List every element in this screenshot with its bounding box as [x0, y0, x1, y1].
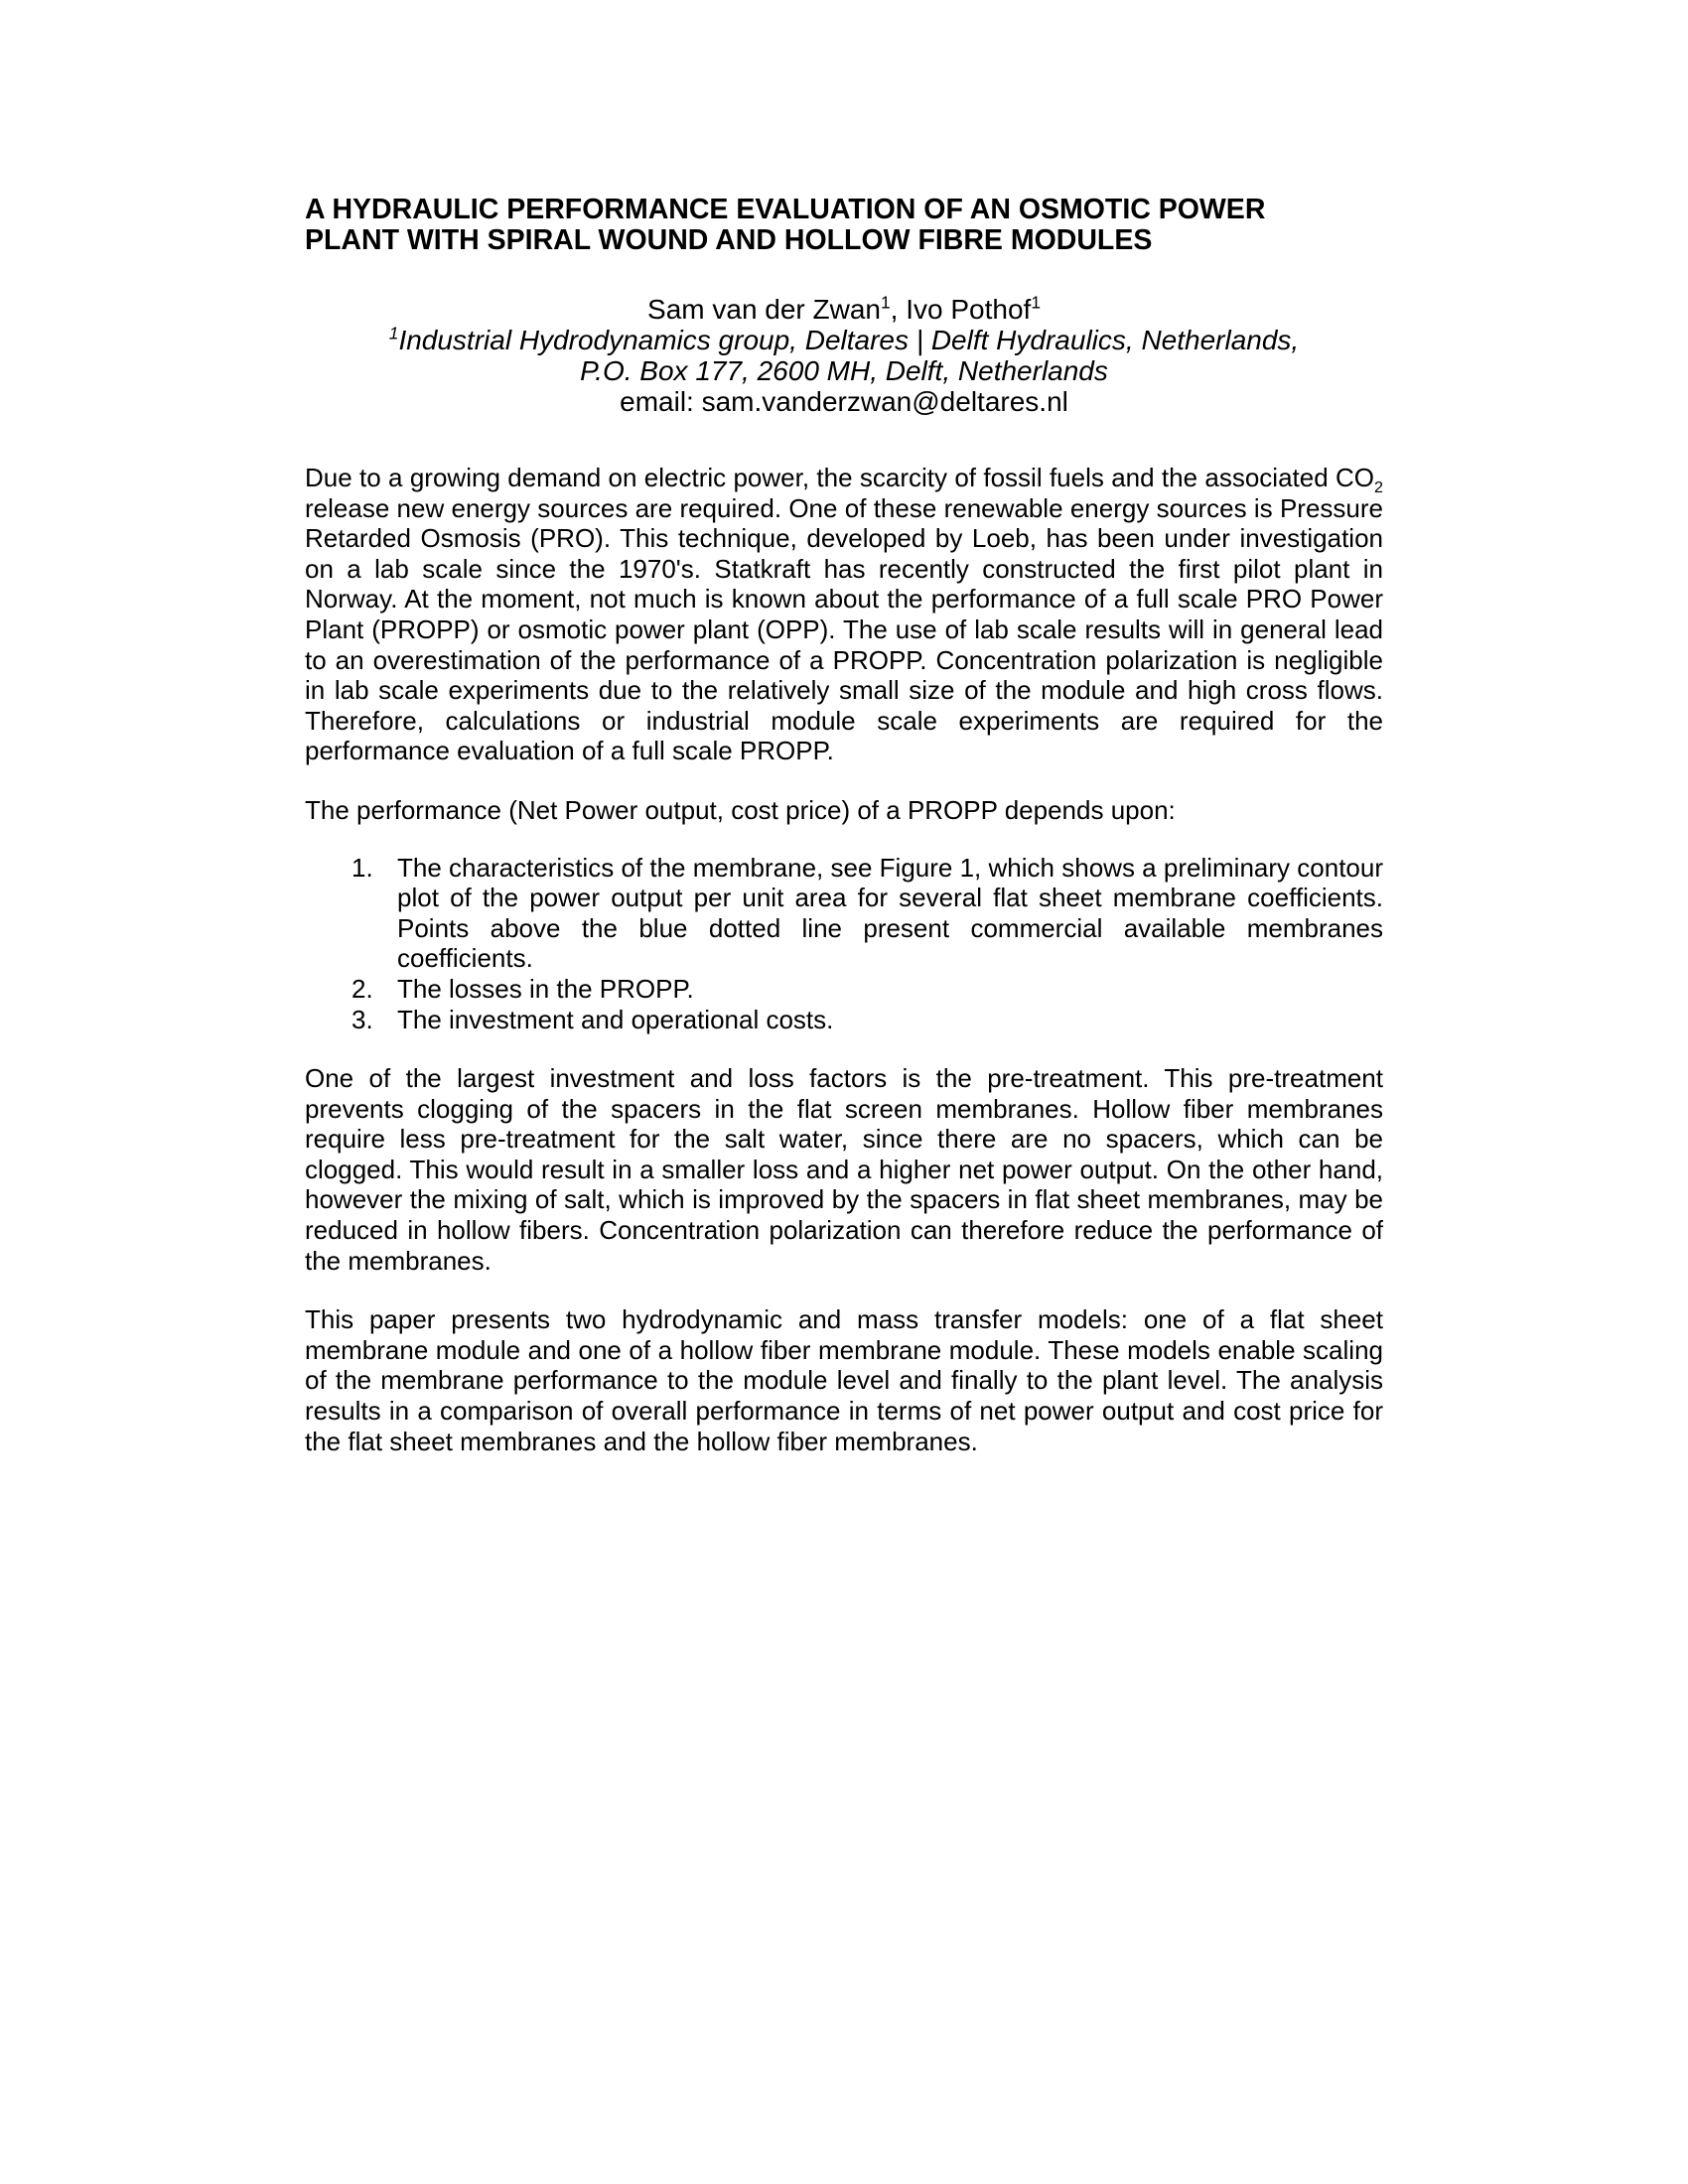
author-2-superscript: 1 — [1031, 292, 1041, 313]
paragraph-1-text-after-subscript: release new energy sources are required. One of these renewable energy sources is Pressure Retarded Osmosis (PRO). This technique, developed by Loeb, has been under investigation on a lab scale since the 1970's. Statkraft has recently constructed the first pilot plant in Norway. At the moment, not much is known about the performance of a full scale PRO Power Plant (PROPP) or osmotic power plant (OPP). The use of lab scale results will in general lead to an overestimation of the performance of a PROPP. Concentration polarization is negligible in lab scale experiments due to the relatively small size of the module and high cross flows. Therefore, calculations or industrial module scale experiments are required for the performance evaluation of a full scale PROPP. — [305, 492, 1383, 766]
author-line — [305, 294, 1383, 325]
list-item-number: 2. — [352, 973, 373, 1004]
list-intro-line: The performance (Net Power output, cost price) of a PROPP depends upon: — [305, 794, 1176, 825]
paper-title-line-1: A HYDRAULIC PERFORMANCE EVALUATION OF AN OSMOTIC POWER — [305, 194, 1266, 225]
email-line: email: sam.vanderzwan@deltares.nl — [620, 386, 1068, 417]
numbered-list — [305, 853, 1383, 1035]
list-item-text: The investment and operational costs. — [397, 1004, 834, 1034]
paper-body — [305, 463, 1383, 1456]
paper-title — [305, 195, 1383, 256]
paragraph-intro-pro — [305, 463, 1383, 766]
list-item-number: 1. — [352, 852, 373, 883]
paragraph-pretreatment: One of the largest investment and loss factors is the pre-treatment. This pre-treatment prevents clogging of the spacers in the flat screen membranes. Hollow fiber membranes require less pre-treatment for the salt water, since there are no spacers, which can be clogged. This would result in a smaller loss and a higher net power output. On the other hand, however the mixing of salt, which is improved by the spacers in flat sheet membranes, may be reduced in hollow fibers. Concentration polarization can therefore reduce the performance of the membranes. — [305, 1063, 1383, 1276]
author-1-superscript: 1 — [881, 292, 891, 313]
affiliation-line-2: P.O. Box 177, 2600 MH, Delft, Netherlands — [580, 355, 1108, 386]
author-affiliation-block — [305, 294, 1383, 417]
paper-content — [305, 195, 1383, 1456]
paragraph-1-text-before-subscript: Due to a growing demand on electric power, the scarcity of fossil fuels and the associated CO — [305, 463, 1375, 492]
paragraph-conclusion: This paper presents two hydrodynamic and mass transfer models: one of a flat sheet membrane module and one of a hollow fiber membrane module. These models enable scaling of the membrane performance to the module level and finally to the plant level. The analysis results in a comparison of overall performance in terms of net power output and cost price for the flat sheet membranes and the hollow fiber membranes. — [305, 1304, 1383, 1456]
affiliation-text: Industrial Hydrodynamics group, Deltares | Delft Hydraulics, Netherlands, — [398, 325, 1300, 355]
paper-title-line-2: PLANT WITH SPIRAL WOUND AND HOLLOW FIBRE MODULES — [305, 224, 1153, 256]
author-1-name: Sam van der Zwan — [647, 294, 882, 325]
list-item-text: The losses in the PROPP. — [397, 973, 694, 1004]
affiliation-superscript: 1 — [388, 323, 399, 343]
list-item — [305, 1005, 1383, 1035]
co2-subscript: 2 — [1374, 478, 1383, 497]
list-item — [305, 853, 1383, 974]
author-separator: , — [890, 294, 907, 325]
list-item-number: 3. — [352, 1004, 373, 1034]
list-item-text: The characteristics of the membrane, see Figure 1, which shows a preliminary contour plot of the power output per unit area for several flat sheet membrane coefficients. Points above the blue dotted line present commercial available membranes coefficients. — [397, 852, 1383, 974]
list-item — [305, 974, 1383, 1005]
affiliation-line-1 — [305, 325, 1383, 355]
author-2-name: Ivo Pothof — [906, 294, 1032, 325]
